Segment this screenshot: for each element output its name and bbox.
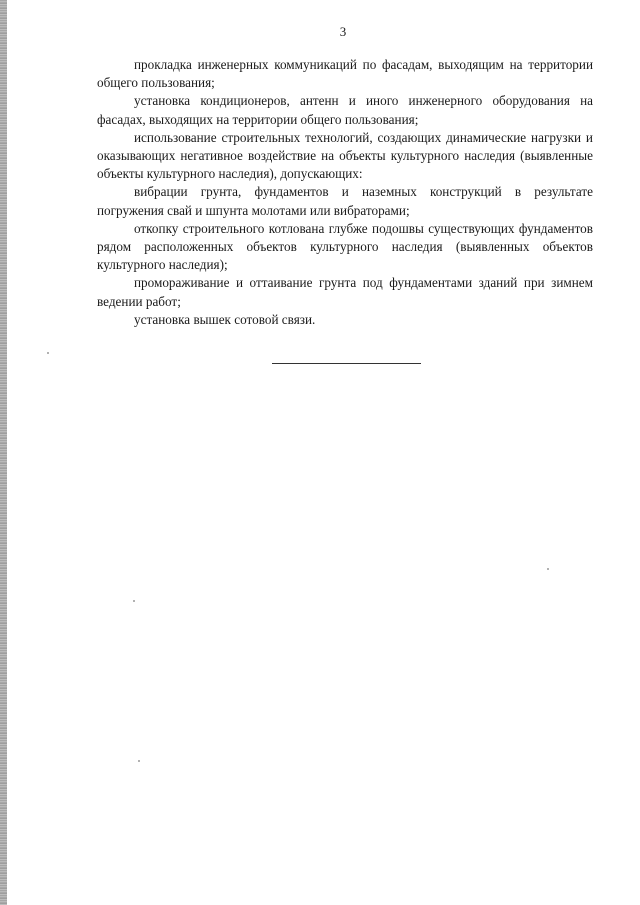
paragraph-excavation: откопку строительного котлована глубже подошвы существующих фундаментов рядом расположенных объектов культурного наследия (выявленных объектов культурного наследия); xyxy=(97,220,593,273)
paragraph-cell-towers: установка вышек сотовой связи. xyxy=(134,311,316,327)
paragraph-ground-vibration: вибрации грунта, фундаментов и наземных конструкций в результате погружения свай и шпунта молотами или вибраторами; xyxy=(97,184,593,218)
end-divider-line xyxy=(272,363,421,364)
paragraph-facade-communications: прокладка инженерных коммуникаций по фасадам, выходящим на территории общего пользования; xyxy=(97,57,593,91)
scan-speck xyxy=(47,352,49,354)
paragraph-air-conditioners: установка кондиционеров, антенн и иного инженерного оборудования на фасадах, выходящих на территории общего пользования; xyxy=(97,93,593,127)
scan-edge xyxy=(0,0,7,905)
scan-speck xyxy=(547,568,549,570)
document-body xyxy=(97,56,593,329)
page-number: 3 xyxy=(339,24,347,39)
scan-speck xyxy=(133,600,135,602)
paragraph-construction-technologies: использование строительных технологий, создающих динамические нагрузки и оказывающих негативное воздействие на объекты культурного наследия (выявленные объекты культурного наследия), допускающих: xyxy=(97,129,593,182)
paragraph-freezing-thawing: промораживание и оттаивание грунта под фундаментами зданий при зимнем ведении работ; xyxy=(97,275,593,309)
scan-speck xyxy=(138,760,140,762)
